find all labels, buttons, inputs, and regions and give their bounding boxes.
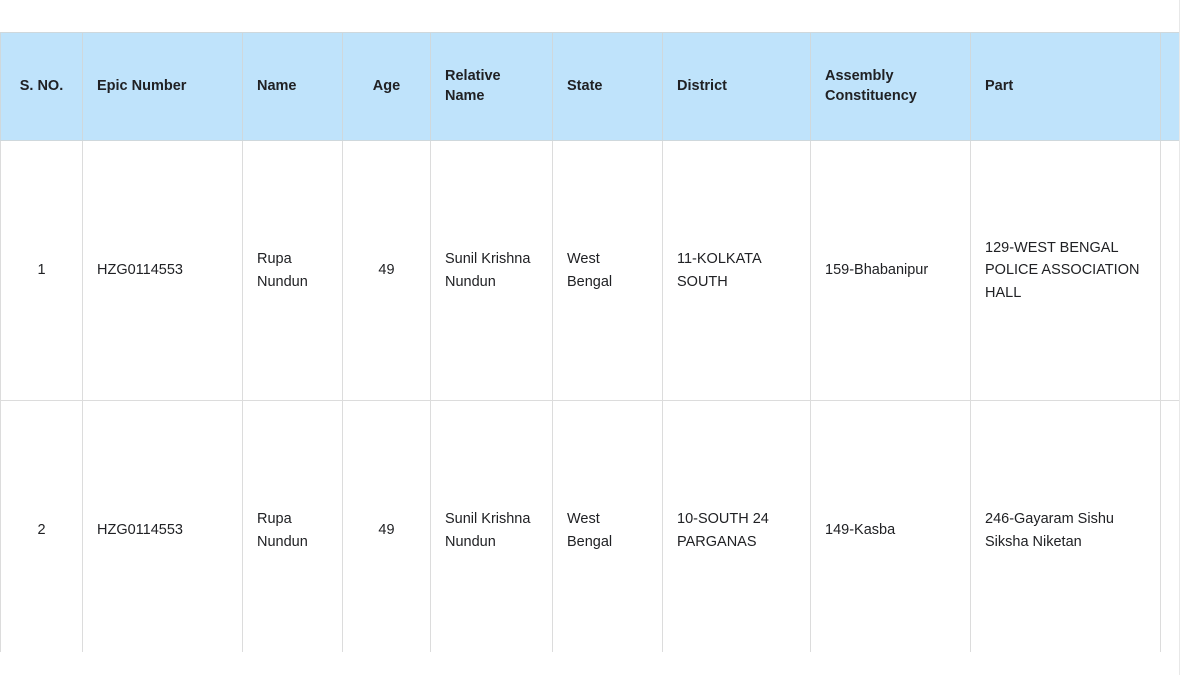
column-header-serial-number[interactable]: S. NO. (1, 33, 83, 141)
table-row[interactable] (1, 401, 1181, 653)
table-header-row (1, 33, 1181, 141)
cell-relative-name: Sunil Krishna Nundun (431, 141, 553, 401)
column-header-epic-number[interactable]: Epic Number (83, 33, 243, 141)
cell-serial-number: 2 (1, 401, 83, 653)
table-row[interactable] (1, 141, 1181, 401)
column-header-age[interactable]: Age (343, 33, 431, 141)
cell-serial-number: 1 (1, 141, 83, 401)
cell-district: 10-SOUTH 24 PARGANAS (663, 401, 811, 653)
cell-name: Rupa Nundun (243, 401, 343, 653)
cell-spacer (1161, 141, 1181, 401)
cell-assembly-constituency: 149-Kasba (811, 401, 971, 653)
column-header-spacer (1161, 33, 1181, 141)
page-right-margin (1179, 0, 1200, 675)
column-header-part[interactable]: Part (971, 33, 1161, 141)
column-header-relative-name[interactable]: Relative Name (431, 33, 553, 141)
cell-epic-number: HZG0114553 (83, 401, 243, 653)
voter-results-table-container (0, 32, 1180, 652)
cell-part: 246-Gayaram Sishu Siksha Niketan (971, 401, 1161, 653)
table-header (1, 33, 1181, 141)
cell-name: Rupa Nundun (243, 141, 343, 401)
cell-assembly-constituency: 159-Bhabanipur (811, 141, 971, 401)
cell-district: 11-KOLKATA SOUTH (663, 141, 811, 401)
column-header-district[interactable]: District (663, 33, 811, 141)
column-header-name[interactable]: Name (243, 33, 343, 141)
cell-part: 129-WEST BENGAL POLICE ASSOCIATION HALL (971, 141, 1161, 401)
voter-results-table (0, 32, 1180, 652)
cell-age: 49 (343, 401, 431, 653)
column-header-state[interactable]: State (553, 33, 663, 141)
column-header-assembly-constituency[interactable]: Assembly Constituency (811, 33, 971, 141)
table-body (1, 141, 1181, 653)
cell-epic-number: HZG0114553 (83, 141, 243, 401)
cell-age: 49 (343, 141, 431, 401)
cell-state: West Bengal (553, 141, 663, 401)
cell-state: West Bengal (553, 401, 663, 653)
cell-spacer (1161, 401, 1181, 653)
cell-relative-name: Sunil Krishna Nundun (431, 401, 553, 653)
